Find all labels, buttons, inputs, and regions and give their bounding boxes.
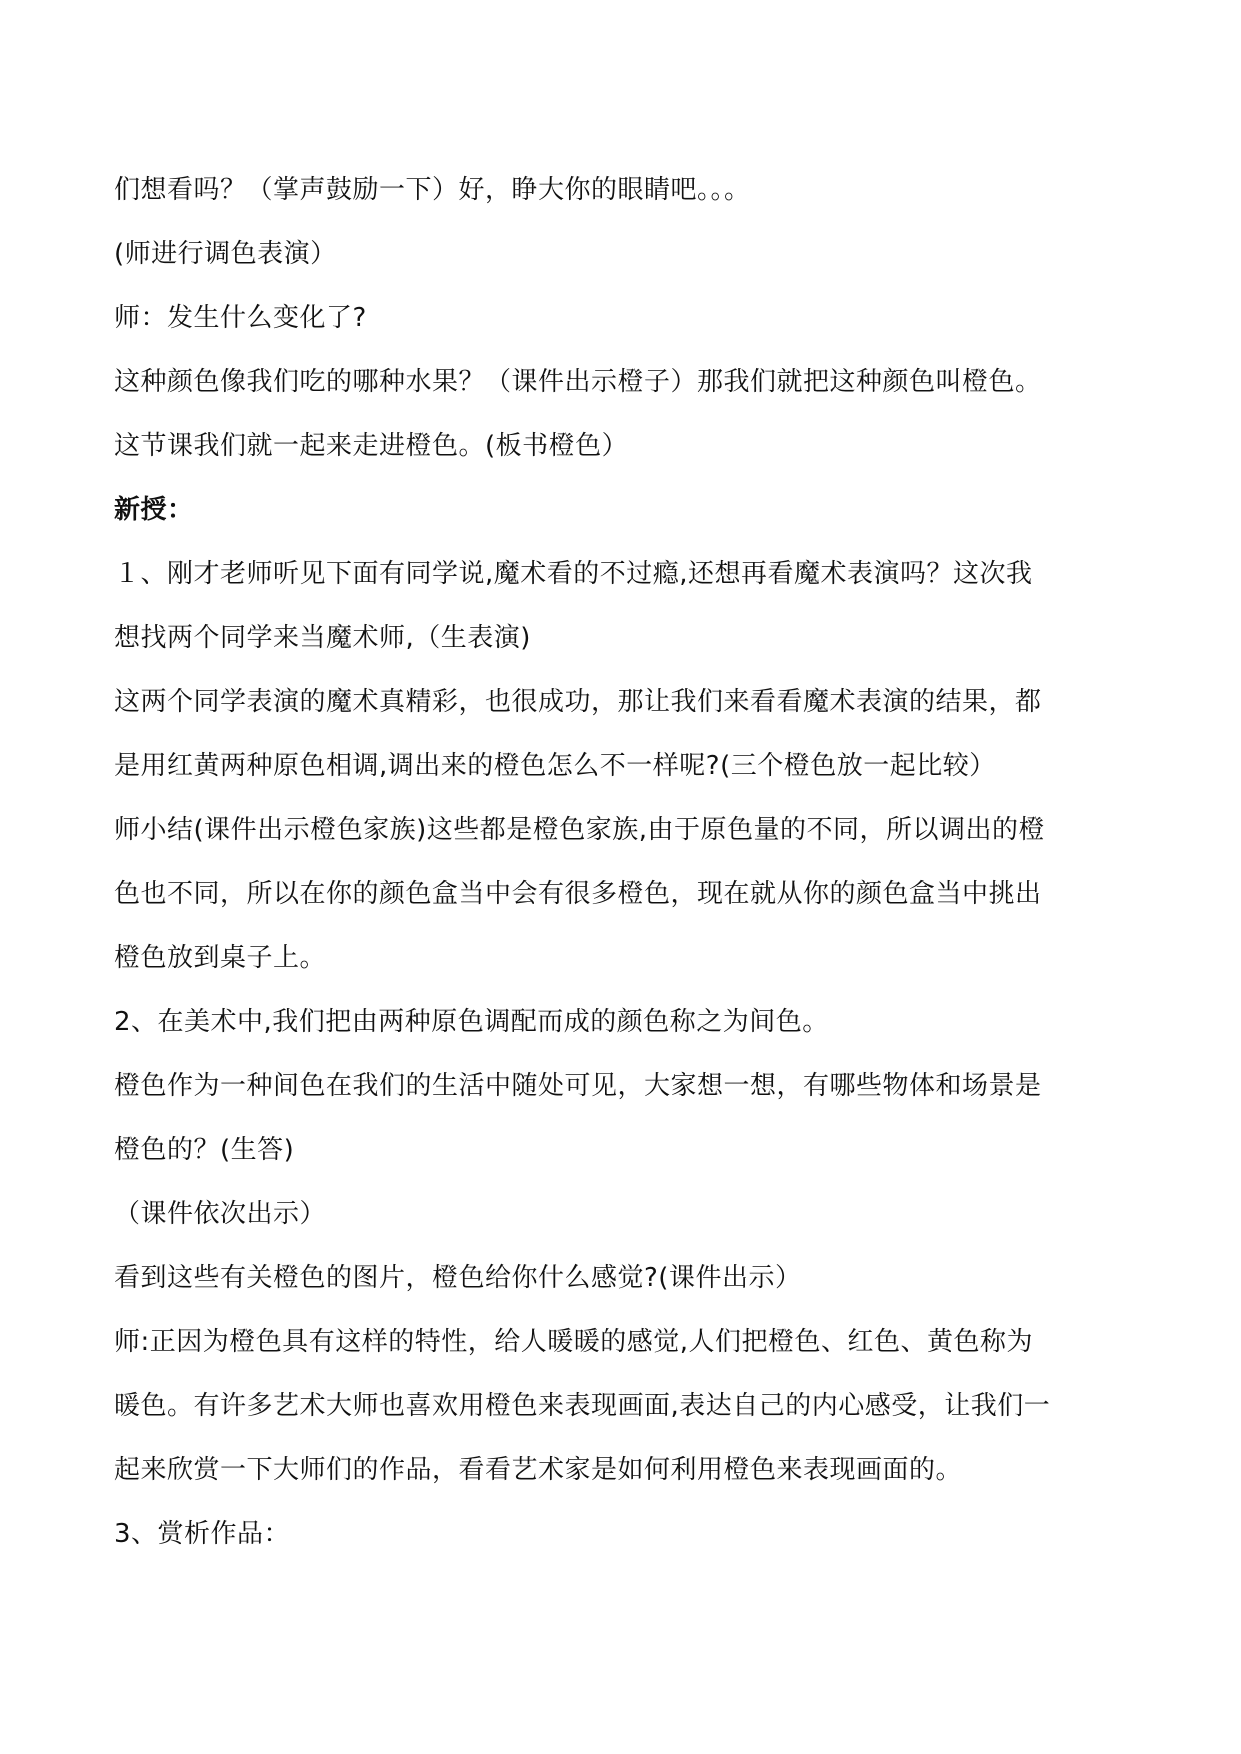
paragraph-line: (师进行调色表演） — [114, 239, 337, 269]
paragraph-line: 橙色放到桌子上。 — [114, 943, 327, 973]
paragraph-line: １、刚才老师听见下面有同学说,魔术看的不过瘾,还想再看魔术表演吗？这次我 — [114, 559, 1033, 589]
paragraph-line: 看到这些有关橙色的图片，橙色给你什么感觉?(课件出示） — [114, 1263, 802, 1293]
paragraph-line: 起来欣赏一下大师们的作品，看看艺术家是如何利用橙色来表现画面的。 — [114, 1455, 963, 1485]
paragraph-line: 色也不同，所以在你的颜色盒当中会有很多橙色，现在就从你的颜色盒当中挑出 — [114, 879, 1042, 909]
paragraph-line: 师小结(课件出示橙色家族)这些都是橙色家族,由于原色量的不同，所以调出的橙 — [114, 815, 1046, 845]
section-heading: 新授： — [114, 495, 194, 525]
paragraph-line: 3、赏析作品： — [114, 1519, 291, 1549]
paragraph-line: 们想看吗？（掌声鼓励一下）好，睁大你的眼睛吧。。。 — [114, 175, 751, 205]
paragraph-line: （课件依次出示） — [114, 1199, 327, 1229]
paragraph-line: 想找两个同学来当魔术师,（生表演) — [114, 623, 531, 653]
paragraph-line: 师:正因为橙色具有这样的特性，给人暖暖的感觉,人们把橙色、红色、黄色称为 — [114, 1327, 1034, 1357]
document-body — [114, 158, 1134, 1566]
paragraph-line: 是用红黄两种原色相调,调出来的橙色怎么不一样呢?(三个橙色放一起比较） — [114, 751, 996, 781]
paragraph-line: 这种颜色像我们吃的哪种水果？（课件出示橙子）那我们就把这种颜色叫橙色。 — [114, 367, 1042, 397]
paragraph-line: 2、在美术中,我们把由两种原色调配而成的颜色称之为间色。 — [114, 1007, 829, 1037]
paragraph-line: 这两个同学表演的魔术真精彩，也很成功，那让我们来看看魔术表演的结果，都 — [114, 687, 1042, 717]
paragraph-line: 师：发生什么变化了? — [114, 303, 367, 333]
paragraph-line: 这节课我们就一起来走进橙色。(板书橙色） — [114, 431, 629, 461]
paragraph-line: 橙色作为一种间色在我们的生活中随处可见，大家想一想，有哪些物体和场景是 — [114, 1071, 1042, 1101]
paragraph-line: 橙色的？(生答) — [114, 1135, 295, 1165]
paragraph-line: 暖色。有许多艺术大师也喜欢用橙色来表现画面,表达自己的内心感受，让我们一 — [114, 1391, 1051, 1421]
